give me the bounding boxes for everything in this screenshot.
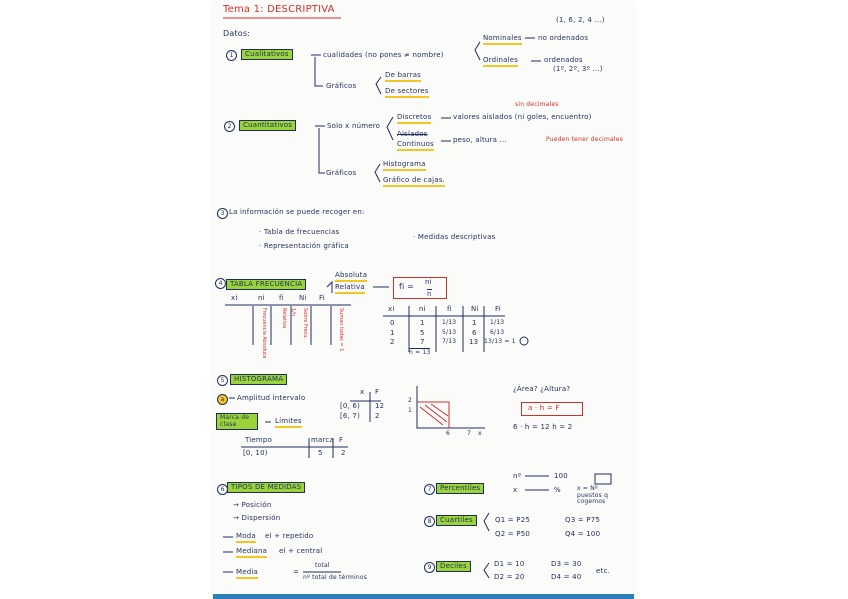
header-ni: ni [258, 294, 265, 302]
media-numerator: total [315, 562, 330, 569]
vlabel-suman: Suman todas = 1 [338, 308, 344, 352]
moda-desc: el + repetido [265, 532, 314, 540]
vlabel-relativa: Relativa [281, 308, 287, 329]
tipos-medidas-label: TIPOS DE MEDIDAS [227, 482, 305, 493]
hist-y-tick: 1 [408, 407, 413, 414]
section-4-badge: 4 [215, 278, 226, 289]
vlabel-1n: 1/n [290, 308, 296, 317]
vlabel-sobre: Sobre Frecu. [302, 308, 308, 340]
F-cell: 2 [341, 449, 346, 457]
ex-cell: 13/13 = 1 [484, 338, 516, 345]
grafico-cajas-item: Gráfico de cajas. [383, 177, 445, 187]
ex-cell: 5 [420, 329, 425, 337]
hist-x-tick: x [478, 430, 482, 437]
xf-cell: 2 [375, 412, 380, 420]
ex-cell: 1/13 [490, 319, 505, 326]
header-xi: xi [231, 294, 238, 302]
deciles-label: Deciles [436, 561, 471, 572]
area-question: ¿Área? ¿Altura? [513, 385, 571, 393]
discretos-label: Discretos [397, 114, 431, 124]
media-label: Media [236, 569, 258, 579]
section-8-badge: 8 [424, 516, 435, 527]
section-5-badge: 5 [217, 375, 228, 386]
section-2-badge: 2 [224, 121, 235, 132]
ex-header-Ni: Ni [471, 305, 479, 313]
perc-row2-b: % [554, 486, 561, 494]
perc-row1-b: 100 [554, 472, 568, 480]
moda-label: Moda [236, 533, 256, 543]
tiempo-cell: [0, 10) [243, 449, 268, 457]
header-Ni: Ni [299, 294, 307, 302]
nominales-desc: no ordenados [538, 34, 589, 42]
ex-cell: 2 [390, 338, 395, 346]
ex-header-xi: xi [388, 305, 395, 313]
solve-text: 6 · h = 12 h = 2 [513, 423, 573, 431]
cualitativos-label: Cualitativos [241, 49, 293, 60]
perc-row2-a: x [513, 486, 518, 494]
d3-value: D3 = 30 [551, 560, 582, 568]
hist-x-tick: 6 [446, 430, 451, 437]
xf-cell: [0, 6) [340, 402, 361, 410]
section-7-badge: 7 [424, 484, 435, 495]
ex-cell: 5/13 [442, 329, 457, 336]
ex-header-Fi: Fi [495, 305, 501, 313]
limites-label: Límites [275, 418, 302, 428]
ex-cell: 1 [472, 319, 477, 327]
sin-decimales-note: sin decimales [515, 101, 559, 108]
absoluta-label: Absoluta [335, 272, 367, 282]
discretos-desc: valores aislados (ni goles, encuentro) [453, 113, 592, 121]
ex-cell: 7 [420, 338, 425, 346]
medidas-item: · Medidas descriptivas [413, 233, 496, 241]
sequence-example: (1, 6, 2, 4 ...) [556, 16, 605, 24]
header-fi: fi [279, 294, 284, 302]
notes-page: Tema 1: DESCRIPTIVA Datos: (1, 6, 2, 4 ...) (1º, 2º, 3º ...) 1 Cualitativos cualidades (no pones ≠ nombre) Nominales no ordenados Ordinales ordenados Gráficos De barras De sectores 2 Cuantitativos Solo x número sin decimales Discretos valores aislados (ni goles, encuentro) Aislados Continuos peso, altura ... Pueden tener decimales Gráficos Histograma Gráfico de cajas. 3 La información se puede recoger en: · Tabla de frecuencias · Representación gráfica · Medidas descriptivas 4 TABLA FRECUENCIA Absoluta Relativa fi = ni n xi ni fi Ni Fi Frecuencia Absoluta Relativa 1/n Sobre Frecu. Suman todas = 1 xi ni fi Ni Fi 0 1 1/13 1 1/13 1 5 5/13 6 6/13 2 7 7/13 13 13/13 = 1 n = 13 5 HISTOGRAMA a Amplitud intervalo Marca de clase Límites x F [0, 6) 12 [6, 7) 2 2 1 6 7 x ¿Área? ¿Altura? a · h = F 6 · h = 12 h = 2 Tiempo marca F [0, 10) 5 2 6 TIPOS DE MEDIDAS → Posición → Dispersión Moda el + repetido Mediana el + central Media = total nº total de términos 7 Percentiles nº 100 x % x = Nº puestos q cogemos 8 Cuartiles Q1 = P25 Q2 = P50 Q3 = P75 Q4 = 100 9 Deciles D1 = 10 D2 = 20 D3 = 30 D4 = 40 etc. [213, 0, 634, 599]
ordinales-desc: ordenados [544, 56, 583, 64]
representacion-item: · Representación gráfica [259, 242, 349, 250]
d4-value: D4 = 40 [551, 573, 582, 581]
q4-value: Q4 = 100 [565, 530, 601, 538]
ex-cell: 6/13 [490, 329, 505, 336]
formula-denominator: n [427, 290, 432, 298]
ex-cell: 13 [469, 338, 479, 346]
xf-cell: 12 [375, 402, 385, 410]
media-denominator: nº total de términos [303, 574, 368, 581]
solo-numero-text: Solo x número [327, 122, 381, 130]
graficos-label-2: Gráficos [326, 169, 357, 177]
dispersion-item: → Dispersión [233, 514, 281, 522]
graficos-label-1: Gráficos [326, 82, 357, 90]
section-9-badge: 9 [424, 562, 435, 573]
histograma-item: Histograma [383, 161, 426, 171]
tabla-item: · Tabla de frecuencias [259, 228, 340, 236]
histograma-label: HISTOGRAMA [230, 374, 287, 385]
d2-value: D2 = 20 [494, 573, 525, 581]
formula-numerator: ni [425, 278, 432, 286]
recoger-text: La información se puede recoger en: [229, 208, 365, 216]
ordinales-label: Ordinales [483, 57, 518, 67]
decimales-note: Pueden tener decimales [546, 136, 624, 143]
marca-cell: 5 [318, 449, 323, 457]
etc-text: etc. [596, 567, 610, 575]
ex-cell: 1 [420, 319, 425, 327]
F-header: F [339, 436, 344, 444]
page-bottom-edge [213, 594, 634, 599]
ex-header-fi: fi [447, 305, 452, 313]
ex-cell: 1/13 [442, 319, 457, 326]
ex-total: n = 13 [409, 349, 431, 356]
tabla-frecuencia-label: TABLA FRECUENCIA [226, 279, 306, 290]
q2-value: Q2 = P50 [495, 530, 531, 538]
perc-row1-a: nº [513, 472, 522, 480]
hist-y-tick: 2 [408, 397, 413, 404]
xf-header-F: F [375, 388, 380, 396]
cuantitativos-label: Cuantitativos [239, 120, 296, 131]
ex-cell: 6 [472, 329, 477, 337]
cualidades-text: cualidades (no pones ≠ nombre) [323, 51, 444, 59]
ex-cell: 1 [390, 329, 395, 337]
xf-cell: [6, 7) [340, 412, 361, 420]
formula-lhs: fi = [399, 282, 415, 291]
a-badge: a [217, 394, 228, 405]
ordinal-example: (1º, 2º, 3º ...) [553, 65, 603, 73]
section-3-badge: 3 [217, 208, 228, 219]
aislados-crossed: Aislados [397, 130, 428, 138]
area-formula: a · h = F [528, 404, 560, 412]
amplitud-text: Amplitud intervalo [237, 394, 306, 402]
header-Fi: Fi [319, 294, 325, 302]
percentiles-label: Percentiles [436, 483, 484, 494]
q1-value: Q1 = P25 [495, 516, 531, 524]
ex-cell: 0 [390, 319, 395, 327]
nominales-label: Nominales [483, 35, 522, 45]
marca-header: marca [311, 436, 334, 444]
ex-header-ni: ni [419, 305, 426, 313]
continuos-desc: peso, altura ... [453, 136, 507, 144]
ex-cell: 7/13 [442, 338, 457, 345]
tiempo-header: Tiempo [245, 436, 273, 444]
datos-label: Datos: [223, 29, 251, 38]
q3-value: Q3 = P75 [565, 516, 601, 524]
barras-label: De barras [385, 72, 421, 82]
page-title: Tema 1: DESCRIPTIVA [223, 4, 335, 15]
d1-value: D1 = 10 [494, 560, 525, 568]
continuos-label: Continuos [397, 141, 434, 151]
mediana-desc: el + central [279, 547, 323, 555]
section-1-badge: 1 [226, 50, 237, 61]
marca-label: Marca de clase [216, 413, 258, 430]
section-6-badge: 6 [217, 484, 228, 495]
hist-x-tick: 7 [467, 430, 472, 437]
vlabel-absoluta: Frecuencia Absoluta [261, 308, 267, 359]
sectores-label: De sectores [385, 88, 429, 98]
perc-aside: x = Nº puestos q cogemos [577, 485, 609, 506]
relativa-label: Relativa [335, 284, 365, 294]
xf-header-x: x [360, 388, 365, 396]
mediana-label: Mediana [236, 548, 267, 558]
posicion-item: → Posición [233, 501, 272, 509]
cuartiles-label: Cuartiles [436, 515, 477, 526]
